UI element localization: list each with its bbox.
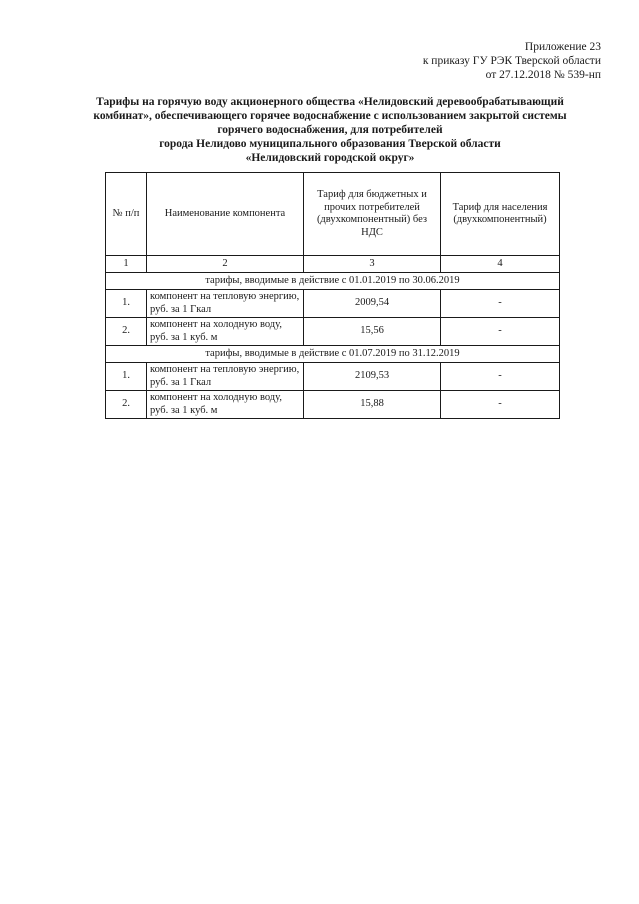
title-line-1: Тарифы на горячую воду акционерного общества «Нелидовский деревообрабатывающий [96,96,564,108]
title-line-4: города Нелидово муниципального образования Тверской области [159,138,501,150]
row-population: - [441,391,560,419]
header-budget: Тариф для бюджетных и прочих потребителей (двухкомпонентный) без НДС [304,173,441,256]
row-num: 2. [106,391,147,419]
period-row [106,273,560,290]
appendix-line-2: к приказу ГУ РЭК Тверской области [422,55,601,67]
appendix-block [423,40,601,82]
row-budget: 2009,54 [304,290,441,318]
row-name: компонент на тепловую энергию, руб. за 1 Гкал [147,363,304,391]
appendix-line-3: от 27.12.2018 № 539-нп [485,69,601,81]
title-line-2: комбинат», обеспечивающего горячее водоснабжение с использованием закрытой системы [93,110,567,122]
column-numbers-row [106,256,560,273]
table-row [106,363,560,391]
row-population: - [441,363,560,391]
row-name: компонент на тепловую энергию, руб. за 1 Гкал [147,290,304,318]
row-population: - [441,290,560,318]
header-row [106,173,560,256]
header-name: Наименование компонента [147,173,304,256]
appendix-line-1: Приложение 23 [524,41,601,53]
column-number: 2 [147,256,304,273]
tariffs-table [105,172,560,419]
table-row [106,391,560,419]
period-row [106,346,560,363]
column-number: 1 [106,256,147,273]
header-num: № п/п [106,173,147,256]
row-budget: 2109,53 [304,363,441,391]
row-budget: 15,56 [304,318,441,346]
row-num: 2. [106,318,147,346]
row-num: 1. [106,290,147,318]
row-budget: 15,88 [304,391,441,419]
table-row [106,290,560,318]
column-number: 3 [304,256,441,273]
table-row [106,318,560,346]
period-label: тарифы, вводимые в действие с 01.07.2019 по 31.12.2019 [106,346,560,363]
row-name: компонент на холодную воду, руб. за 1 куб. м [147,391,304,419]
title-line-3: горячего водоснабжения, для потребителей [217,124,443,136]
row-population: - [441,318,560,346]
row-num: 1. [106,363,147,391]
period-label: тарифы, вводимые в действие с 01.01.2019 по 30.06.2019 [106,273,560,290]
column-number: 4 [441,256,560,273]
header-population: Тариф для населения (двухкомпонентный) [441,173,560,256]
row-name: компонент на холодную воду, руб. за 1 куб. м [147,318,304,346]
document-title [70,95,590,165]
title-line-5: «Нелидовский городской округ» [245,152,415,164]
